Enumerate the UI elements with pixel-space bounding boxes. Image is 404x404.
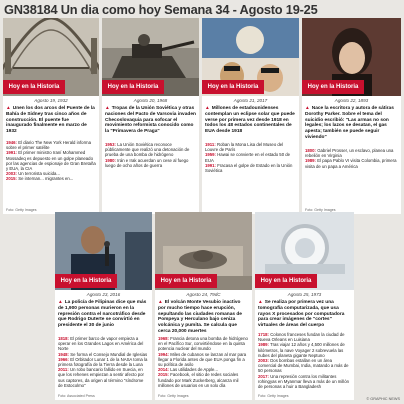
history-tag: Hoy en la Historia: [55, 274, 117, 288]
bullet-icon: ▲: [105, 106, 110, 111]
event-item: 1968: Francia detona una bomba de hidrógeno en el Pacífico Sur, convirtiéndose en la quinta potencia nuclear del mundo: [158, 336, 248, 352]
event-date: Agosto 20, 1968: [133, 98, 168, 103]
history-card-aug22: [302, 18, 401, 214]
event-item: 2014: Las utilidades de Apple...: [158, 367, 218, 373]
photo-credit: Foto: Getty Images: [6, 208, 37, 212]
event-date: Agosto 24, 79dC: [186, 292, 221, 297]
event-item: 1980: Irán e Irak acuerdan un cese al fuego luego de ocho años de guerra: [105, 157, 189, 168]
bullet-icon: ▲: [6, 106, 11, 111]
history-card-aug21: [202, 18, 299, 214]
event-item: 1994: Miles de cubanos se lanzan al mar para llegar a Florida antes de que EUA ponga fin a su política de asilo: [158, 351, 247, 368]
history-tag: Hoy en la Historia: [155, 274, 217, 288]
event-date: Agosto 19, 1932: [34, 98, 68, 103]
event-date: Agosto 21, 2017: [233, 98, 268, 103]
history-tag: Hoy en la Historia: [202, 80, 264, 94]
lead-text: ▲ Unen los dos arcos del Puente de la Bahía de Sidney tras cinco años de construcción. El puente fue inaugurado finalmente en marzo de 1932: [6, 106, 95, 135]
event-date: Agosto 25, 1973: [287, 292, 322, 297]
event-item: 1959: Hawai se convierte en el estado 50 de EUA: [205, 152, 291, 163]
history-tag: Hoy en la Historia: [3, 80, 65, 94]
history-card-aug23: [55, 212, 152, 400]
event-list: [105, 142, 196, 168]
photo-credit: Foto: Getty Images: [305, 208, 336, 212]
event-item: 1989: Tras viajar 12 años y 4,500 millones de kilómetros, la nave Voyager 2 sobrevuela las nubes del planeta gigante Neptuno: [258, 342, 345, 358]
event-item: 1818: El primer barco de vapor empieza a operar en los Grandes Lagos en América del Norte: [58, 336, 144, 352]
event-list: [305, 148, 398, 169]
photo-credit: Foto: Getty Images: [258, 394, 289, 398]
event-date: Agosto 23, 2016: [86, 292, 121, 297]
event-item: 1948: Se forma el Consejo Mundial de Iglesias: [58, 351, 148, 357]
event-item: 2011: Un robo bancario fallido en Suecia, en que los rehenes empiezan a sentir afecto por sus captores, da origen al término "síndrome de Estocolmo": [58, 367, 144, 388]
event-item: 1966: El Orbitador Lunar 1 de la NASA toma la primera fotografía de la Tierra desde la Luna: [58, 356, 148, 368]
event-item: 1991: Fracasa el golpe de Estado en la Unión Soviética: [205, 162, 293, 174]
lead-text: ▲ Millones de estadounidenses contemplan un eclipse solar que puede verse por primera vez desde 1918 en todos los 48 estados continentales de EUA desde 1918: [205, 106, 295, 135]
event-date: Agosto 22, 1893: [334, 98, 369, 103]
bullet-icon: ▲: [158, 300, 163, 305]
event-item: 1911: Roban la Mona Lisa del Museo del Louvre de París: [205, 142, 284, 153]
event-item: 1953: La Unión Soviética reconoce públicamente que realizó una detonación de prueba de una bomba de hidrógeno: [105, 142, 190, 158]
event-item: 2015: Se internan... migrantes en...: [6, 176, 74, 182]
history-tag: Hoy en la Historia: [302, 80, 364, 94]
event-list: [205, 142, 296, 173]
event-item: 2003: Dos bombas estallan en un área comercial de Mumbai, India, matando a más de 50 personas: [258, 358, 349, 374]
event-item: 2003: Un terrorista suicida...: [6, 171, 60, 177]
event-list: [58, 336, 149, 388]
bullet-icon: ▲: [205, 106, 210, 111]
event-item: 2015: Facebook, el sitio de redes sociales fundado por Mark Zuckerberg, alcanza mil millones de usuarios en un solo día: [158, 372, 239, 388]
history-card-aug25: [255, 212, 354, 400]
graphic-news-logo: © GRAPHIC NEWS: [366, 397, 400, 401]
history-card-aug20: [102, 18, 199, 214]
event-item: 2017: Una represión contra los militantes rohingyas en Myanmar lleva a más de un millón de personas a huir a Bangladesh: [258, 373, 349, 390]
bullet-icon: ▲: [258, 300, 263, 305]
photo-credit: Foto: Associated Press: [58, 394, 95, 398]
event-item: 1989: El papa Pablo VI visita Colombia, primera visita de un papa a América: [305, 158, 397, 169]
event-item: 1991: El primer ministro Iraní Mohammed Mossadeq es depuesto en un golpe planeado por las agencias de espionaje de Gran Bretaña y EUA, la CIA: [6, 150, 96, 172]
lead-text: ▲ Nace la escritora y autora de sátiras Dorothy Parker. Sobre el tema del suicidio escribió: "Las armas no son legales; los lazos se desatan, el gas apesta; también se puede seguir viviendo": [305, 106, 394, 140]
history-tag: Hoy en la Historia: [102, 80, 164, 94]
bullet-icon: ▲: [58, 300, 63, 305]
event-item: 1718: Colonos franceses fundan la ciudad de Nueva Orleans en Luisiana: [258, 332, 345, 343]
history-card-aug19: [3, 18, 99, 214]
lead-text: ▲ La policía de Filipinas dice que más de 1,900 personas murieron en la represión contra el narcotráfico desde que Rodrigo Duterte se convirtió en presidente el 30 de junio: [58, 300, 147, 329]
event-list: [258, 332, 351, 389]
event-list: [6, 140, 96, 182]
history-card-aug24: [155, 212, 252, 400]
lead-text: ▲ Tropas de la Unión Soviética y otras naciones del Pacto de Varsovia invaden Checoslovaquia para sofocar el movimiento reformista conocido como la "Primavera de Praga": [105, 106, 196, 135]
photo-credit: Foto: Getty Images: [158, 394, 189, 398]
lead-text: ▲ El volcán Monte Vesubio inactivo por mucho tiempo hace erupción, sepultando las ciudades romanas de Pompeya y Herculano bajo ceniza volcánica y pumita. Se calcula que cerca 20,000 muertes: [158, 300, 242, 334]
event-list: [158, 336, 249, 388]
bullet-icon: ▲: [305, 106, 310, 111]
page-title: GN38184 Un dia como hoy Semana 34 - Agosto 19-25: [4, 2, 318, 17]
event-item: 1946: El diario The New York Herald informa sobre el primer satélite: [6, 140, 91, 151]
lead-text: ▲ Se realiza por primera vez una tomografía computarizada, que usa rayos X procesados por computadora para crear imágenes de "cortes" virtuales de áreas del cuerpo: [258, 300, 345, 329]
history-tag: Hoy en la Historia: [255, 274, 317, 288]
event-item: 1800: Gabriel Prosser, un esclavo, planea una rebelión en Virginia: [305, 148, 394, 159]
